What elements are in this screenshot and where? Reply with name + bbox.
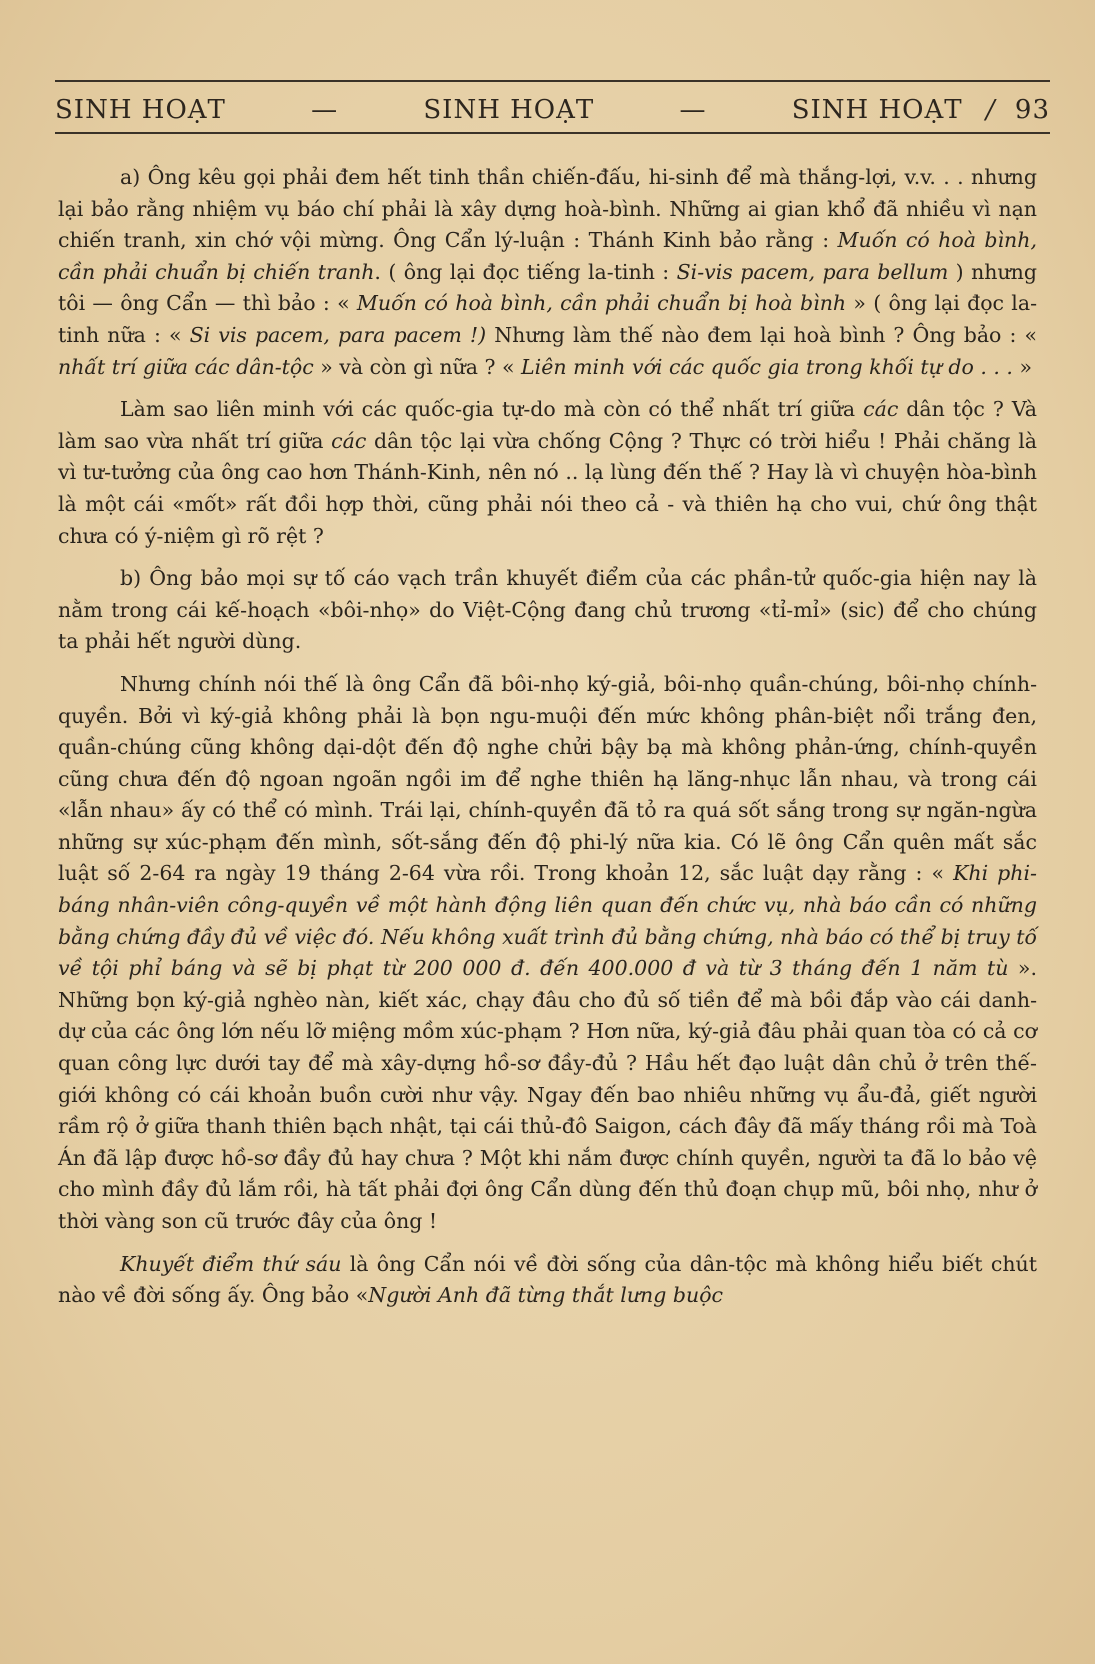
- text-segment: a) Ông kêu gọi phải đem hết tinh thần chiến-đấu, hi-sinh để mà thắng-lợi, v.v. . . nhưng lại bảo rằng nhiệm vụ báo chí phải là xây dựng hoà-bình. Những ai gian khổ đã nhiều vì nạn chiến tranh, xin chớ vội mừng. Ông Cẩn lý-luận : Thánh Kinh bảo rằng :: [58, 165, 1037, 253]
- header-right-group: [792, 95, 1050, 125]
- italic-text-segment: Muốn có hoà bình, cần phải chuẩn bị chiến tranh: [58, 228, 1037, 284]
- italic-text-segment: Liên minh với các quốc gia trong khối tự do . . .: [521, 354, 1013, 379]
- header-dash-1: —: [311, 95, 339, 125]
- paragraph-3: [58, 563, 1037, 658]
- header-rule-top: [55, 80, 1050, 82]
- text-segment: »: [1012, 354, 1033, 379]
- italic-text-segment: các: [331, 428, 367, 453]
- paragraph-5: [58, 1249, 1037, 1312]
- italic-text-segment: Muốn có hoà bình, cần phải chuẩn bị hoà bình: [356, 291, 847, 316]
- text-segment: là ông Cẩn nói về đời sống của dân-tộc mà không hiểu biết chút nào về đời sống ấy. Ông bảo «: [58, 1251, 1037, 1308]
- italic-text-segment: Si-vis pacem, para bellum: [676, 259, 949, 284]
- text-segment: . ( ông lại đọc tiếng la-tinh :: [374, 259, 677, 284]
- italic-text-segment: các: [863, 397, 899, 422]
- text-segment: Làm sao liên minh với các quốc-gia tự-do mà còn có thể nhất trí giữa: [120, 397, 864, 422]
- text-segment: Nhưng làm thế nào đem lại hoà bình ? Ông bảo : «: [486, 322, 1037, 347]
- header-slash: /: [985, 95, 996, 125]
- italic-text-segment: nhất trí giữa các dân-tộc: [58, 354, 314, 379]
- text-segment: b) Ông bảo mọi sự tố cáo vạch trần khuyết điểm của các phần-tử quốc-gia hiện nay là nằm trong cái kế-hoạch «bôi-nhọ» do Việt-Cộng đang chủ trương «tỉ-mỉ» (sic) để cho chúng ta phải hết người dùng.: [58, 566, 1037, 654]
- paragraph-4: [58, 669, 1037, 1238]
- text-segment: » ( ông lại đọc la-tinh nữa : «: [58, 291, 1038, 347]
- header-center: SINH HOẠT: [423, 95, 595, 125]
- italic-text-segment: Si vis pacem, para pacem !): [189, 322, 487, 347]
- header-right: SINH HOẠT: [791, 95, 963, 125]
- italic-text-segment: Người Anh đã từng thắt lưng buộc: [368, 1283, 724, 1308]
- page-number: 93: [1014, 95, 1050, 125]
- text-segment: Nhưng chính nói thế là ông Cẩn đã bôi-nhọ ký-giả, bôi-nhọ quần-chúng, bôi-nhọ chính-quyền. Bởi vì ký-giả không phải là bọn ngu-muội đến mức không phân-biệt nổi trắng đen, quần-chúng cũng không dại-dột đến độ nghe chửi bậy bạ mà không phản-ứng, chính-quyền cũng chưa đến độ ngoan ngoãn ngồi im để nghe thiên hạ lăng-nhục lẫn nhau, và trong cái «lẫn nhau» ấy có thể có mình. Trái lại, chính-quyền đã tỏ ra quá sốt sắng trong sự ngăn-ngừa những sự xúc-phạm đến mình, sốt-sắng đến độ phi-lý nữa kia. Có lẽ ông Cẩn quên mất sắc luật số 2-64 ra ngày 19 tháng 2-64 vừa rồi. Trong khoản 12, sắc luật dạy rằng : «: [58, 671, 1037, 886]
- text-segment: dân tộc ? Và làm sao vừa nhất trí giữa: [58, 397, 1037, 453]
- italic-text-segment: Khi phi-báng nhân-viên công-quyền về một hành động liên quan đến chức vụ, nhà báo cần có những bằng chứng đầy đủ về việc đó. Nếu không xuất trình đủ bằng chứng, nhà báo có thể bị truy tố về tội phỉ báng và sẽ bị phạt từ 200 000 đ. đến 400.000 đ và từ 3 tháng đến 1 năm tù: [58, 861, 1037, 981]
- article-body: [58, 162, 1037, 1644]
- text-segment: dân tộc lại vừa chống Cộng ? Thực có trời hiểu ! Phải chăng là vì tư-tưởng của ông cao hơn Thánh-Kinh, nên nó .. lạ lùng đến thế ? Hay là vì chuyện hòa-bình là một cái «mốt» rất đồi hợp thời, cũng phải nói theo cả - và thiên hạ cho vui, chứ ông thật chưa có ý-niệm gì rõ rệt ?: [58, 428, 1037, 548]
- paragraph-1: [58, 162, 1037, 383]
- text-segment: » và còn gì nữa ? «: [313, 354, 522, 379]
- italic-text-segment: Khuyết điểm thứ sáu: [120, 1251, 342, 1276]
- running-header: [55, 88, 1050, 132]
- header-rule-bottom: [55, 132, 1050, 134]
- text-segment: ) nhưng tôi — ông Cẩn — thì bảo : «: [58, 259, 1038, 316]
- header-dash-2: —: [679, 95, 707, 125]
- paragraph-2: [58, 394, 1037, 552]
- header-left: SINH HOẠT: [55, 95, 226, 125]
- text-segment: ». Những bọn ký-giả nghèo nàn, kiết xác, chạy đâu cho đủ số tiền để mà bồi đắp vào cái danh-dự của các ông lớn nếu lỡ miệng mồm xúc-phạm ? Hơn nữa, ký-giả đâu phải quan tòa có cả cơ quan công lực dưới tay để mà xây-dựng hồ-sơ đầy-đủ ? Hầu hết đạo luật dân chủ ở trên thế-giới không có cái khoản buồn cười như vậy. Ngay đến bao nhiêu những vụ ẩu-đả, giết người rầm rộ ở giữa thanh thiên bạch nhật, tại cái thủ-đô Saigon, cách đây đã mấy tháng rồi mà Toà Án đã lập được hồ-sơ đầy đủ hay chưa ? Một khi nắm được chính quyền, người ta đã lo bảo vệ cho mình đầy đủ lắm rồi, hà tất phải đợi ông Cẩn dùng đến thủ đoạn chụp mũ, bôi nhọ, như ở thời vàng son cũ trước đây của ông !: [58, 956, 1037, 1233]
